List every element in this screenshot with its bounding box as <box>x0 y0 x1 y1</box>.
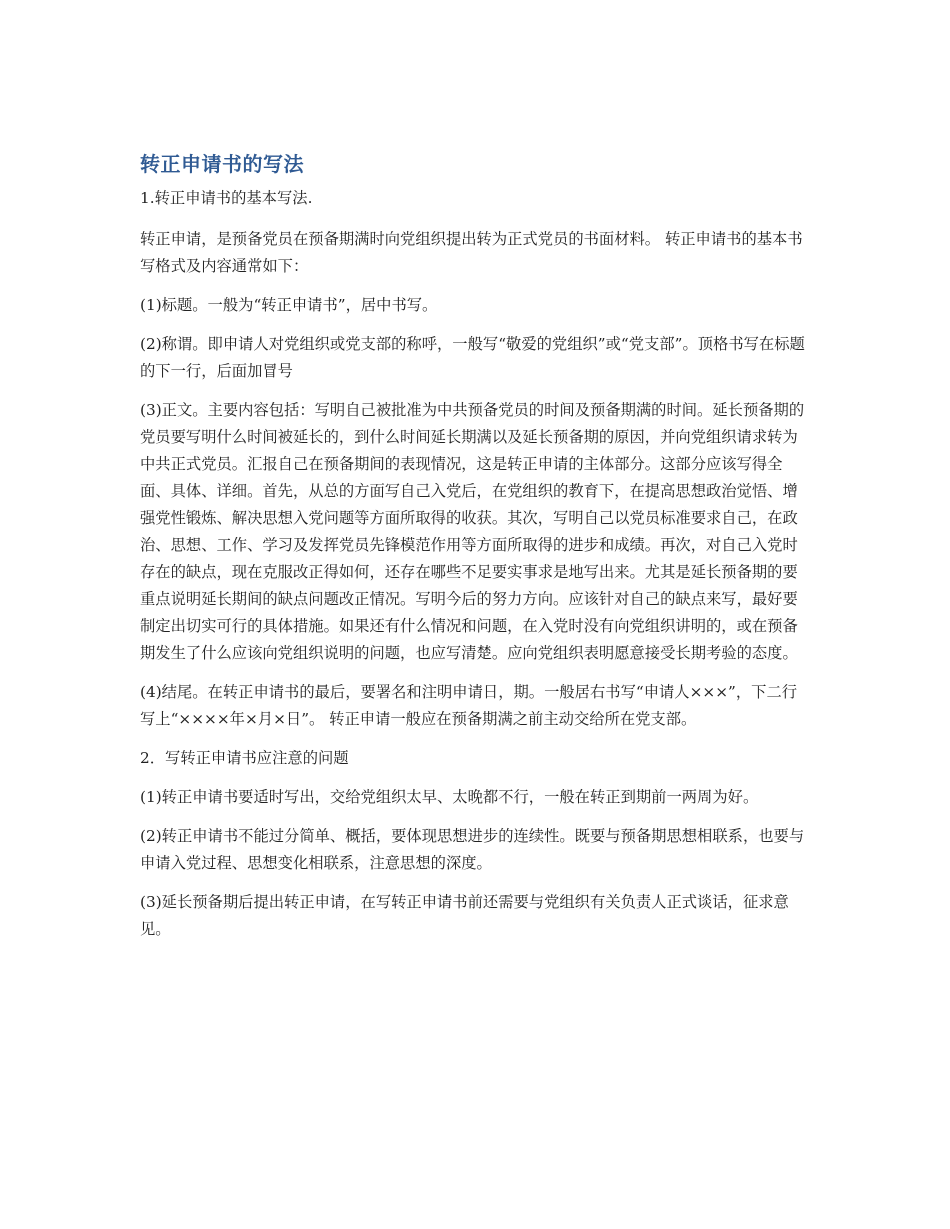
paragraph-intro: 转正申请，是预备党员在预备期满时向党组织提出转为正式党员的书面材料。 转正申请书的基本书写格式及内容通常如下： <box>140 230 803 275</box>
paragraph-item-salutation: (2)称谓。即申请人对党组织或党支部的称呼，一般写“敬爱的党组织”或“党支部”。顶格书写在标题的下一行，后面加冒号 <box>140 335 805 380</box>
section-heading-basic-format: 1.转正申请书的基本写法. <box>140 189 313 207</box>
paragraph-note-timing: (1)转正申请书要适时写出，交给党组织太早、太晚都不行，一般在转正到期前一两周为好。 <box>140 788 759 806</box>
paragraph-item-ending: (4)结尾。在转正申请书的最后，要署名和注明申请日，期。一般居右书写“申请人×××”，下二行写上“××××年×月×日”。 转正申请一般应在预备期满之前主动交给所在党支部。 <box>140 683 798 728</box>
paragraph-item-body: (3)正文。主要内容包括：写明自己被批准为中共预备党员的时间及预备期满的时间。延长预备期的党员要写明什么时间被延长的，到什么时间延长期满以及延长预备期的原因，并向党组织请求转为中共正式党员。汇报自己在预备期间的表现情况，这是转正申请的主体部分。这部分应该写得全面、具体、详细。首先，从总的方面写自己入党后，在党组织的教育下，在提高思想政治觉悟、增强党性锻炼、解决思想入党问题等方面所取得的收获。其次，写明自己以党员标准要求自己，在政治、思想、工作、学习及发挥党员先锋模范作用等方面所取得的进步和成绩。再次，对自己入党时存在的缺点，现在克服改正得如何，还存在哪些不足要实事求是地写出来。尤其是延长预备期的要重点说明延长期间的缺点问题改正情况。写明今后的努力方向。应该针对自己的缺点来写，最好要制定出切实可行的具体措施。如果还有什么情况和问题，在入党时没有向党组织讲明的，或在预备期发生了什么应该向党组织说明的问题，也应写清楚。应向党组织表明愿意接受长期考验的态度。 <box>140 401 805 662</box>
section-heading-notes: 2．写转正申请书应注意的问题 <box>140 749 349 767</box>
paragraph-note-continuity: (2)转正申请书不能过分简单、概括，要体现思想进步的连续性。既要与预备期思想相联系，也要与申请入党过程、思想变化相联系，注意思想的深度。 <box>140 827 805 872</box>
paragraph-item-title: (1)标题。一般为“转正申请书”，居中书写。 <box>140 296 438 314</box>
paragraph-note-extension: (3)延长预备期后提出转正申请，在写转正申请书前还需要与党组织有关负责人正式谈话，征求意见。 <box>140 893 789 938</box>
document-title: 转正申请书的写法 <box>140 152 304 176</box>
document-page <box>140 149 812 955</box>
